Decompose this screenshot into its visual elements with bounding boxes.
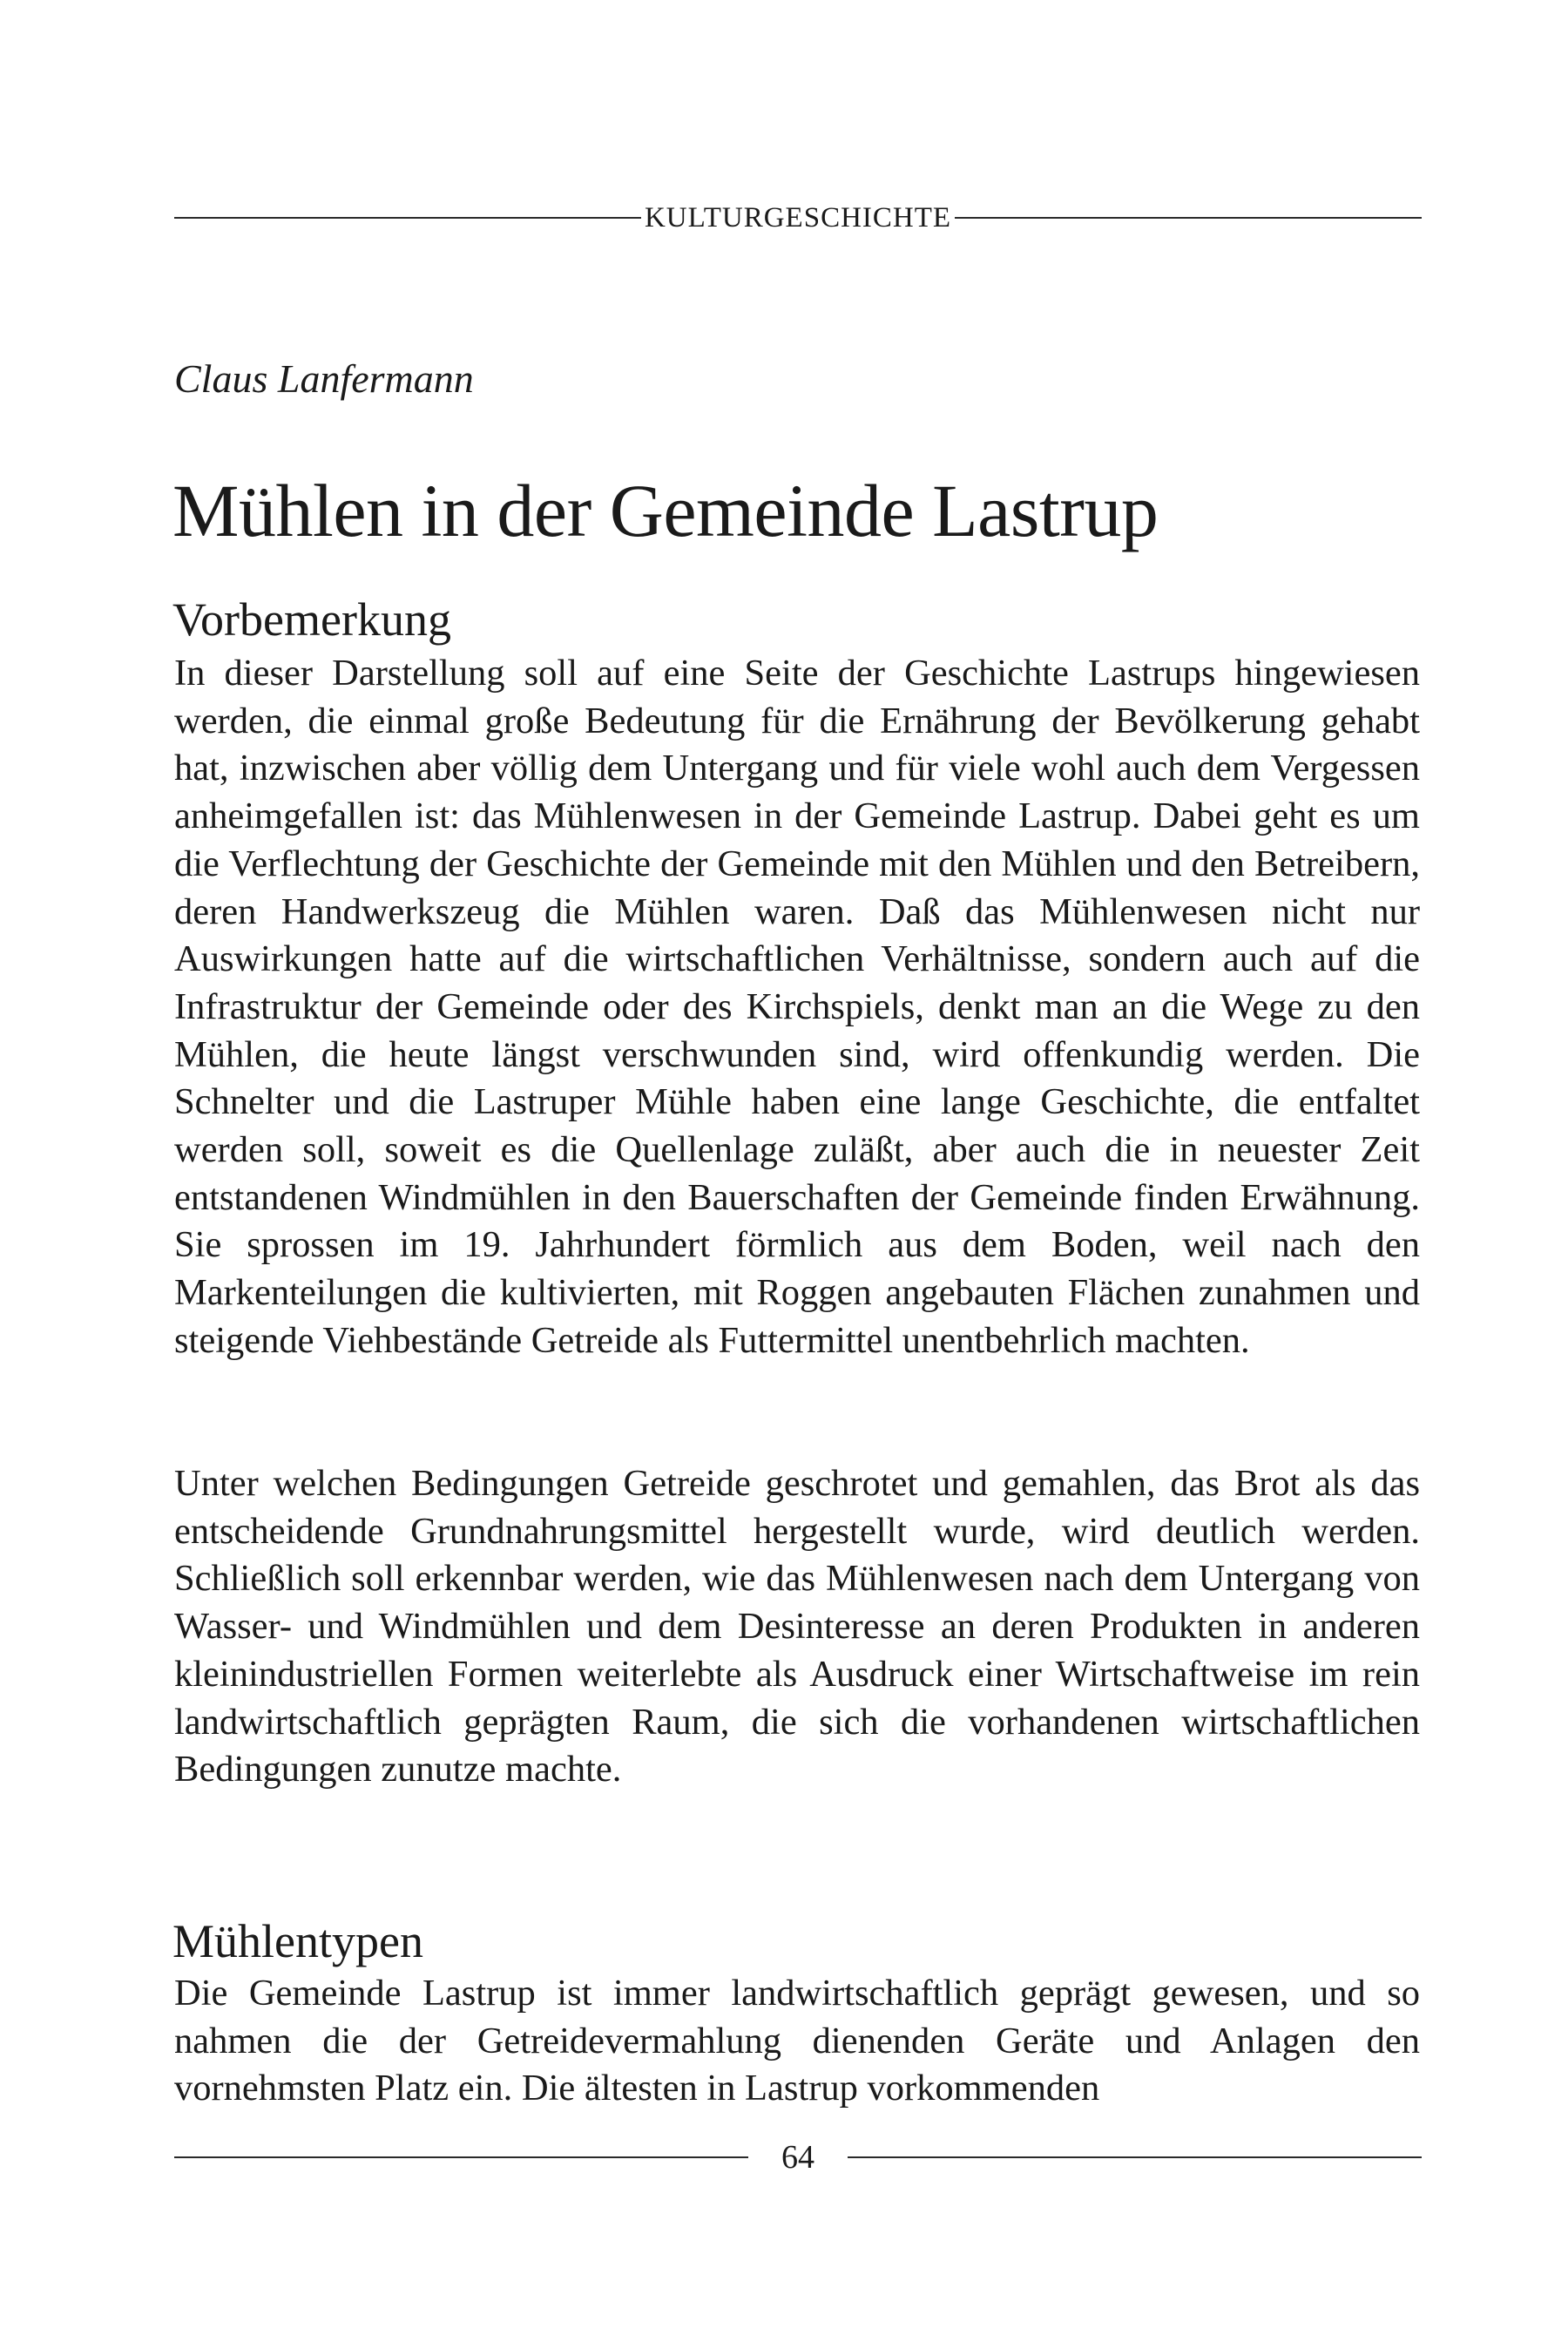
page-footer [174,2135,1422,2180]
section-heading-vorbemerkung: Vorbemerkung [172,593,451,646]
author-name: Claus Lanfermann [174,356,474,401]
header-rule-left [174,217,641,219]
paragraph-muehlentypen-1: Die Gemeinde Lastrup ist immer landwirtschaftlich geprägt gewesen, und so nahmen die der Getreidevermahlung dienenden Geräte und Anlagen den vornehmsten Platz ein. Die ältesten in Lastrup vorkommenden [174,1973,1420,2109]
article-title: Mühlen in der Gemeinde Lastrup [172,469,1159,552]
footer-rule-right [848,2156,1422,2158]
footer-rule-left [174,2156,748,2158]
paragraph-vorbemerkung-2: Unter welchen Bedingungen Getreide geschrotet und gemahlen, das Brot als das entscheidende Grundnahrungsmittel hergestellt wurde, wird deutlich werden. Schließlich soll erkennbar werden, wie das Mühlenwesen nach dem Untergang von Wasser- und Windmühlen und dem Desinteresse an deren Produkten in anderen kleinindustriellen Formen weiterlebte als Ausdruck einer Wirtschaftweise im rein landwirtschaftlich geprägten Raum, die sich die vorhandenen wirtschaftlichen Bedingungen zunutze machte. [174,1463,1420,1791]
paragraph-vorbemerkung-1: In dieser Darstellung soll auf eine Seite der Geschichte Lastrups hingewiesen werden, die einmal große Bedeutung für die Ernährung der Bevölkerung gehabt hat, inzwischen aber völlig dem Untergang und für viele wohl auch dem Vergessen anheimgefallen ist: das Mühlenwesen in der Gemeinde Lastrup. Dabei geht es um die Verflechtung der Geschichte der Gemeinde mit den Mühlen und den Betreibern, deren Handwerkszeug die Mühlen waren. Daß das Mühlenwesen nicht nur Auswirkungen hatte auf die wirtschaftlichen Verhältnisse, sondern auch auf die Infrastruktur der Gemeinde oder des Kirchspiels, denkt man an die Wege zu den Mühlen, die heute längst verschwunden sind, wird offenkundig werden. Die Schnelter und die Lastruper Mühle haben eine lange Geschichte, die entfaltet werden soll, soweit es die Quellenlage zuläßt, aber auch die in neuester Zeit entstandenen Windmühlen in den Bauerschaften der Gemeinde finden Erwähnung. Sie sprossen im 19. Jahrhundert förmlich aus dem Boden, weil nach den Markenteilungen die kultivierten, mit Roggen angebauten Flächen zunahmen und steigende Viehbestände Getreide als Futtermittel unentbehrlich machten. [174,653,1420,1361]
page-number: 64 [781,2139,814,2176]
header-rule-right [955,217,1422,219]
section-heading-muehlentypen: Mühlentypen [172,1915,423,1967]
header-section-label: KULTURGESCHICHTE [644,202,952,234]
running-header [174,199,1422,237]
